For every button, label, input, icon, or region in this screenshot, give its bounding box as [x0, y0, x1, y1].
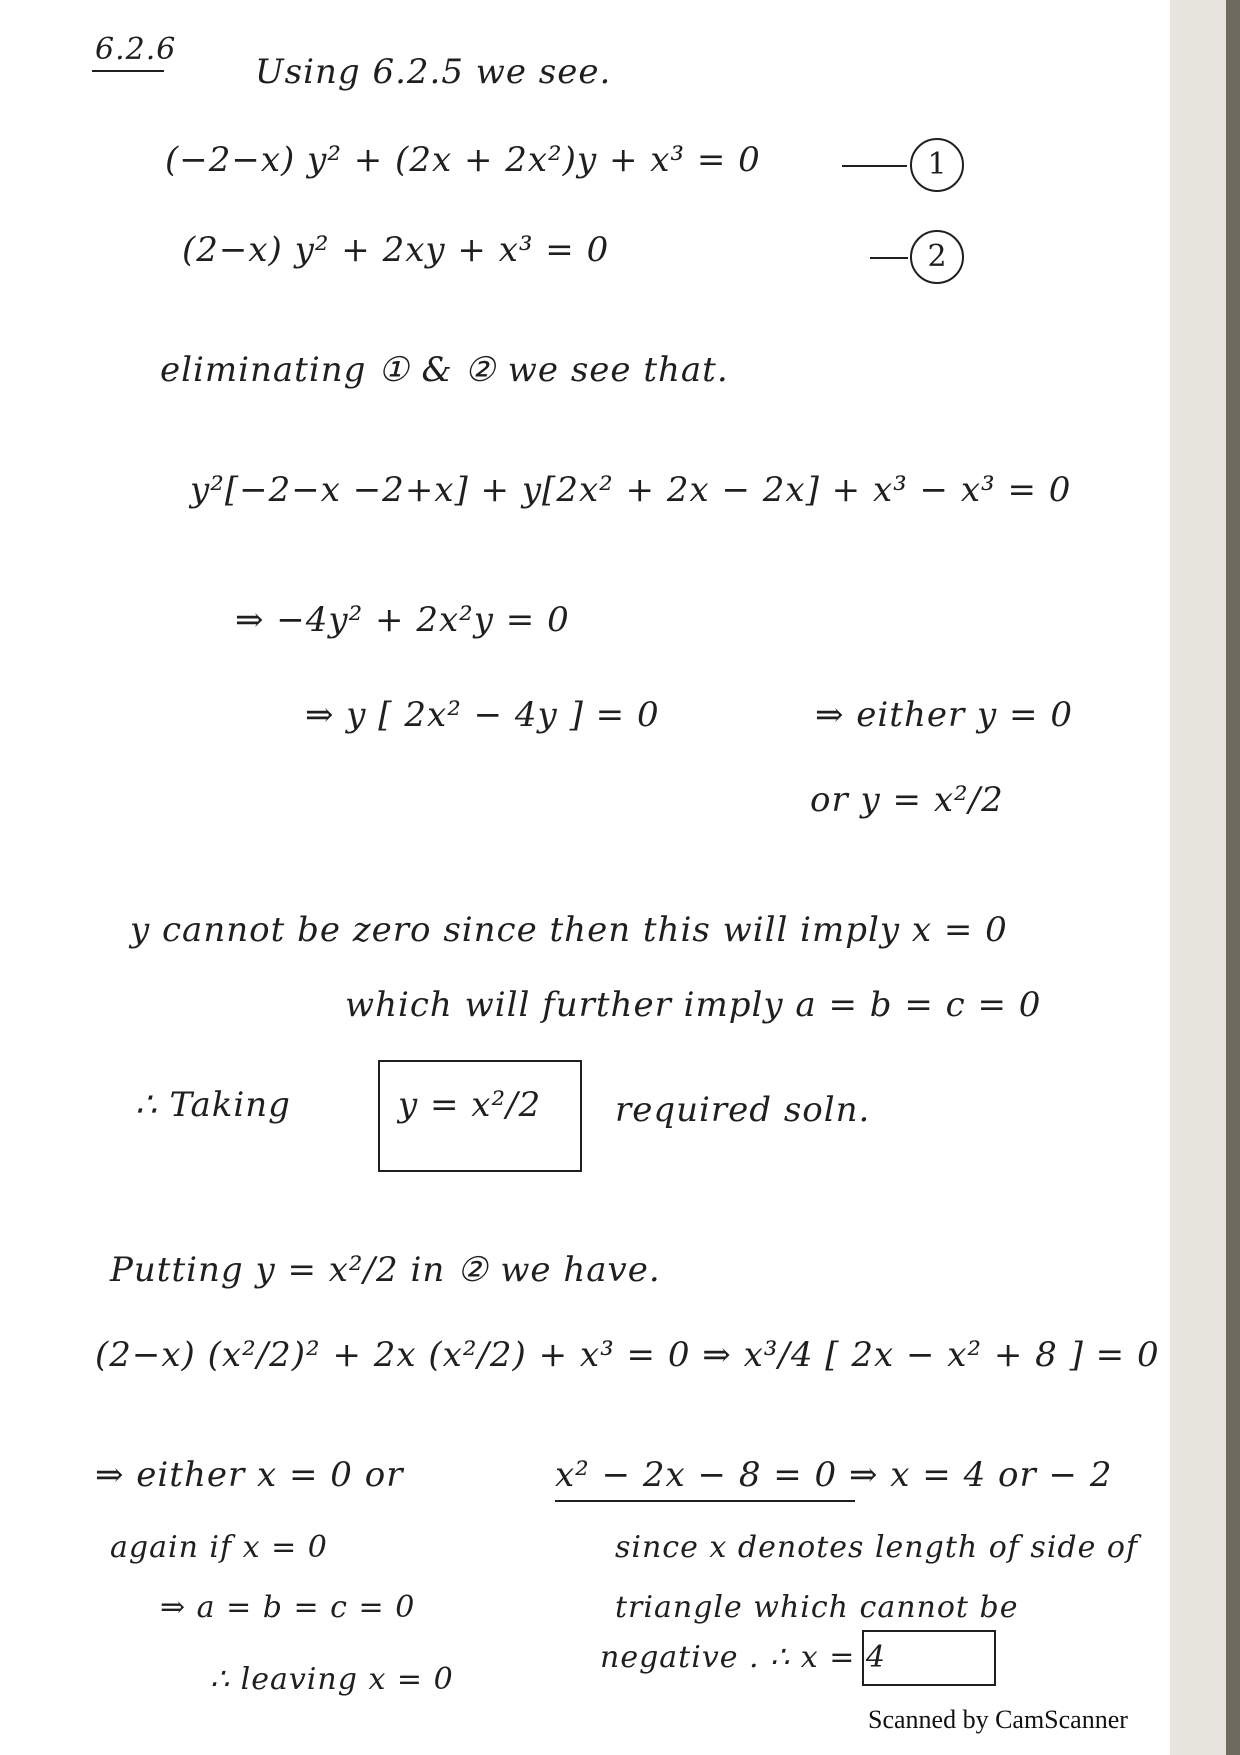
equation-1-tag: 1: [910, 138, 964, 192]
simplified-equation: ⇒ −4y² + 2x²y = 0: [235, 600, 570, 640]
answer-box-x: [862, 1630, 996, 1686]
required-soln: required soln.: [615, 1090, 871, 1130]
combined-equation: y²[−2−x −2+x] + y[2x² + 2x − 2x] + x³ − x³ = 0: [190, 470, 1072, 510]
problem-number: 6.2.6: [95, 32, 177, 67]
problem-number-underline: [92, 70, 164, 72]
scanner-watermark: Scanned by CamScanner: [868, 1705, 1128, 1734]
taking: ∴ Taking: [135, 1085, 291, 1125]
abc-zero: ⇒ a = b = c = 0: [160, 1590, 416, 1625]
intro-line: Using 6.2.5 we see.: [255, 52, 612, 92]
equation-2: (2−x) y² + 2xy + x³ = 0: [182, 230, 610, 270]
quadratic-underline: [555, 1500, 855, 1502]
page-edge-dark: [1226, 0, 1240, 1755]
reason-line-2: triangle which cannot be: [615, 1590, 1019, 1625]
further-imply: which will further imply a = b = c = 0: [345, 985, 1042, 1025]
substituted-equation: (2−x) (x²/2)² + 2x (x²/2) + x³ = 0 ⇒ x³/4 [ 2x − x² + 8 ] = 0: [95, 1335, 1160, 1375]
reason-line-3: negative . ∴ x = 4: [600, 1640, 886, 1675]
equation-1-dash: [842, 165, 907, 167]
equation-1: (−2−x) y² + (2x + 2x²)y + x³ = 0: [165, 140, 761, 180]
boxed-y-formula: y = x²/2: [398, 1085, 542, 1125]
either-y-zero: ⇒ either y = 0: [815, 695, 1073, 735]
either-x-zero: ⇒ either x = 0 or: [95, 1455, 404, 1495]
factored-equation: ⇒ y [ 2x² − 4y ] = 0: [305, 695, 660, 735]
putting-line: Putting y = x²/2 in ② we have.: [110, 1250, 661, 1290]
y-cannot-be-zero: y cannot be zero since then this will imply x = 0: [130, 910, 1008, 950]
quadratic-line: x² − 2x − 8 = 0 ⇒ x = 4 or − 2: [555, 1455, 1113, 1495]
eliminating-line: eliminating ① & ② we see that.: [160, 350, 729, 390]
again-if: again if x = 0: [110, 1530, 328, 1565]
equation-2-tag: 2: [910, 230, 964, 284]
leaving: ∴ leaving x = 0: [210, 1662, 454, 1697]
reason-line-1: since x denotes length of side of: [615, 1530, 1139, 1565]
or-y-equals: or y = x²/2: [810, 780, 1004, 820]
equation-2-dash: [870, 257, 908, 259]
